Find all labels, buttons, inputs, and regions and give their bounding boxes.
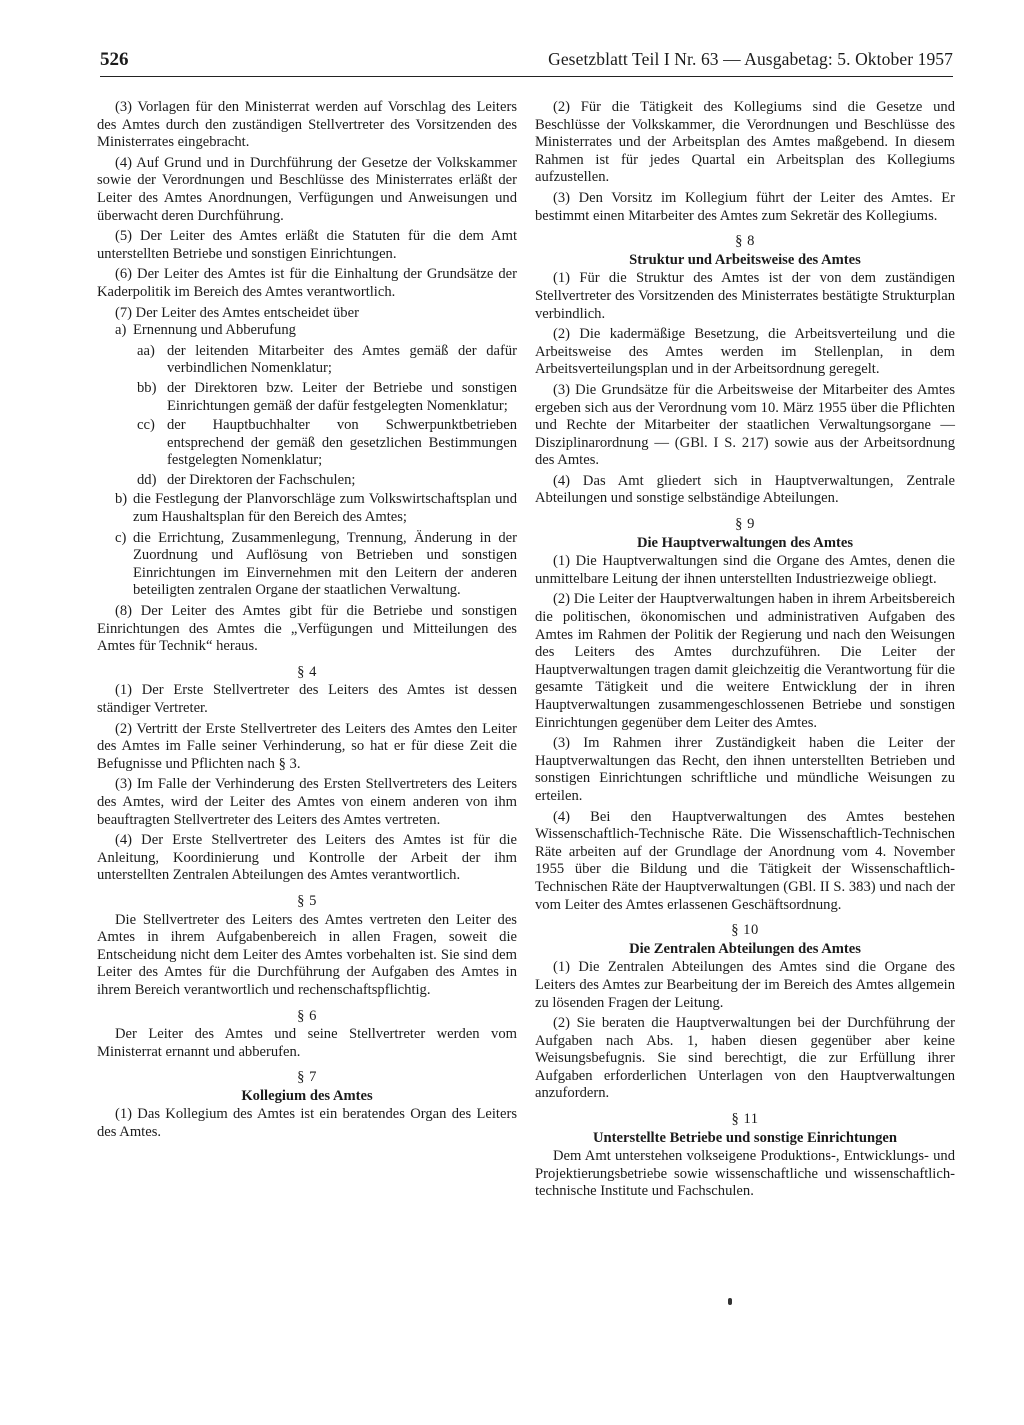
paragraph: (2) Für die Tätigkeit des Kollegiums sind die Gesetze und Beschlüsse der Volkskammer, die Verordnungen und Beschlüsse des Ministerrates und der Arbeitsplan des Amtes maßgebend. In diesem Rahmen ist für jedes Quartal ein Arbeitsplan des Kollegiums aufzustellen.: [535, 99, 955, 186]
section-heading: § 8: [735, 233, 755, 250]
section-heading: § 9: [735, 516, 755, 533]
paragraph: (3) Die Grundsätze für die Arbeitsweise der Mitarbeiter des Amtes ergeben sich aus der Verordnung vom 10. März 1955 über die Pflichten und Rechte der Mitarbeiter der staatlichen Verwaltungsorgane — Disziplinarordnung — (GBl. I S. 217) sowie aus der Arbeitsordnung des Amtes.: [535, 381, 955, 469]
list-item: [97, 322, 517, 340]
left-column: [97, 99, 517, 1145]
list-marker: bb): [137, 379, 157, 396]
list-text: die Errichtung, Zusammenlegung, Trennung, Änderung in der Zuordnung und Auflösung von Betrieben und sonstigen Einrichtungen im Einvernehmen mit den Leitern der anderen beteiligten zentralen Organe der staatlichen Verwaltung.: [133, 529, 517, 599]
running-title: Gesetzblatt Teil I Nr. 63 — Ausgabetag: 5. Oktober 1957: [548, 49, 953, 69]
paragraph: (1) Für die Struktur des Amtes ist der von dem zuständigen Stellvertreter des Vorsitzenden des Ministerrates bestätigte Strukturplan verbindlich.: [535, 270, 955, 322]
paragraph: (2) Die Leiter der Hauptverwaltungen haben in ihrem Arbeitsbereich die politischen, ökonomischen und administrativen Aufgaben des Amtes im Rahmen der Politik der Regierung und nach den Weisungen des Leiters des Amtes durchzuführen. Die Leiter der Hauptverwaltungen tragen damit gleichzeitig die Verantwortung für die gesamte Tätigkeit und die weitere Entwicklung der in ihren Hauptverwaltungen zusammengeschlossenen Betriebe und sonstigen Einrichtungen gegenüber dem Leiter des Amtes.: [535, 591, 955, 731]
paragraph: Dem Amt unterstehen volkseigene Produktions-, Entwicklungs- und Projektierungsbetriebe sowie wissenschaftliche und wissenschaftlich-technische Institute und Fachschulen.: [535, 1148, 955, 1200]
list-text: der Hauptbuchhalter von Schwerpunktbetrieben entsprechend der gemäß den gesetzlichen Bestimmungen festgelegten Nomenklatur;: [167, 417, 517, 469]
section-heading: § 4: [297, 663, 317, 680]
paragraph: Die Stellvertreter des Leiters des Amtes vertreten den Leiter des Amtes in ihrem Aufgabenbereich in allen Fragen, soweit die Entscheidung nicht dem Leiter des Amtes vorbehalten ist. Sie sind dem Leiter des Amtes für die Durchführung der Aufgaben des Amtes in ihrem Bereich verantwortlich und rechenschaftspflichtig.: [97, 911, 517, 998]
section-title: Die Hauptverwaltungen des Amtes: [636, 534, 854, 551]
page-number: 526: [100, 49, 129, 70]
paragraph: (4) Das Amt gliedert sich in Hauptverwaltungen, Zentrale Abteilungen und sonstige selbständige Abteilungen.: [535, 472, 955, 507]
section-title: Unterstellte Betriebe und sonstige Einrichtungen: [592, 1129, 898, 1146]
list-item: [97, 530, 517, 600]
list-item: [97, 472, 517, 490]
paragraph: (8) Der Leiter des Amtes gibt für die Betriebe und sonstigen Einrichtungen des Amtes die „Verfügungen und Mitteilungen des Amtes für Technik“ heraus.: [97, 603, 517, 655]
list-marker: c): [115, 529, 127, 546]
list-text: der leitenden Mitarbeiter des Amtes gemäß der dafür verbindlichen Nomenklatur;: [167, 342, 517, 377]
section-title: Struktur und Arbeitsweise des Amtes: [629, 251, 861, 268]
list-item: [97, 491, 517, 526]
paragraph: (3) Im Rahmen ihrer Zuständigkeit haben die Leiter der Hauptverwaltungen das Recht, den ihnen unterstellten Betrieben und sonstigen Einrichtungen schriftliche und mündliche Weisungen zu erteilen.: [535, 735, 955, 804]
list-marker: b): [115, 491, 128, 508]
paragraph: (1) Die Hauptverwaltungen sind die Organe des Amtes, denen die unmittelbare Leitung der ihnen unterstellten Industriezweige obliegt.: [535, 553, 955, 587]
right-column: [535, 99, 955, 1204]
paragraph: (2) Sie beraten die Hauptverwaltungen bei der Durchführung der Aufgaben nach Abs. 1, haben diesen gegenüber aber keine Weisungsbefugnis. Sie sind berechtigt, die zur Erfüllung ihrer Aufgaben erforderlichen Unterlagen von den Hauptverwaltungen anzufordern.: [535, 1015, 955, 1102]
list-item: [97, 417, 517, 470]
section-title: Kollegium des Amtes: [241, 1087, 373, 1104]
paragraph: (3) Im Falle der Verhinderung des Ersten Stellvertreters des Leiters des Amtes, wird der Leiter des Amtes von einem anderen von ihm beauftragten Stellvertreter des Leiters des Amtes vertreten.: [97, 776, 517, 828]
paragraph: (3) Den Vorsitz im Kollegium führt der Leiter des Amtes. Er bestimmt einen Mitarbeiter des Amtes zum Sekretär des Kollegiums.: [535, 189, 955, 224]
paragraph: (5) Der Leiter des Amtes erläßt die Statuten für die dem Amt unterstellten Betriebe und sonstigen Einrichtungen.: [97, 228, 517, 262]
paragraph: (1) Das Kollegium des Amtes ist ein beratendes Organ des Leiters des Amtes.: [97, 1106, 517, 1141]
page-header: [100, 48, 953, 77]
section-heading: § 6: [297, 1007, 317, 1024]
paragraph: (3) Vorlagen für den Ministerrat werden auf Vorschlag des Leiters des Amtes durch den zuständigen Stellvertreter des Vorsitzenden des Ministerrates eingebracht.: [97, 99, 517, 151]
ink-mark: [728, 1298, 732, 1305]
section-title: Die Zentralen Abteilungen des Amtes: [629, 940, 861, 957]
section-heading: § 10: [731, 922, 759, 939]
list-text: der Direktoren bzw. Leiter der Betriebe und sonstigen Einrichtungen gemäß der dafür festgelegten Nomenklatur;: [167, 379, 517, 414]
list-text: Ernennung und Abberufung: [133, 322, 296, 339]
section-heading: § 5: [297, 892, 317, 909]
paragraph: (2) Die kadermäßige Besetzung, die Arbeitsverteilung und die Arbeitsweise des Amtes werden im Stellenplan, in dem Arbeitsverteilungsplan und in der Arbeitsordnung geregelt.: [535, 326, 955, 378]
list-marker: aa): [137, 342, 155, 359]
section-heading: § 7: [297, 1069, 317, 1086]
list-item: [97, 380, 517, 415]
paragraph: (4) Der Erste Stellvertreter des Leiters des Amtes ist für die Anleitung, Koordinierung und Kontrolle der Arbeit der ihm unterstellten Zentralen Abteilungen des Amtes verantwortlich.: [97, 832, 517, 884]
paragraph: (7) Der Leiter des Amtes entscheidet über: [115, 304, 359, 321]
list-marker: dd): [137, 471, 157, 488]
paragraph: (6) Der Leiter des Amtes ist für die Einhaltung der Grundsätze der Kaderpolitik im Bereich des Amtes verantwortlich.: [97, 266, 517, 300]
list-marker: a): [115, 322, 127, 339]
list-marker: cc): [137, 417, 155, 434]
list-text: die Festlegung der Planvorschläge zum Volkswirtschaftsplan und zum Haushaltsplan für den Bereich des Amtes;: [133, 491, 517, 526]
paragraph: (1) Der Erste Stellvertreter des Leiters des Amtes ist dessen ständiger Vertreter.: [97, 682, 517, 716]
paragraph: (4) Bei den Hauptverwaltungen des Amtes bestehen Wissenschaftlich-Technische Räte. Die Wissenschaftlich-Technischen Räte arbeiten auf der Grundlage der Anordnung vom 4. November 1955 über die Bildung und die Tätigkeit der Wissenschaftlich-Technischen Räte der Hauptverwaltungen (GBl. II S. 383) und nach der vom Leiter des Amtes erlassenen Geschäftsordnung.: [535, 808, 955, 913]
paragraph: Der Leiter des Amtes und seine Stellvertreter werden vom Ministerrat ernannt und abberufen.: [97, 1026, 517, 1060]
paragraph: (2) Vertritt der Erste Stellvertreter des Leiters des Amtes den Leiter des Amtes im Falle seiner Verhinderung, so hat er für diese Zeit die Befugnisse und Pflichten nach § 3.: [97, 720, 517, 772]
list-text: der Direktoren der Fachschulen;: [167, 471, 356, 488]
list-item: [97, 343, 517, 378]
paragraph: (4) Auf Grund und in Durchführung der Gesetze der Volkskammer sowie der Verordnungen und Beschlüsse des Ministerrates erläßt der Leiter des Amtes Anordnungen, Verfügungen und Anweisungen und überwacht deren Durchführung.: [97, 154, 517, 224]
section-heading: § 11: [731, 1111, 759, 1128]
paragraph: (1) Die Zentralen Abteilungen des Amtes sind die Organe des Leiters des Amtes zur Bearbeitung der im Bereich des Amtes allgemein zu lösenden Fragen der Leitung.: [535, 959, 955, 1011]
